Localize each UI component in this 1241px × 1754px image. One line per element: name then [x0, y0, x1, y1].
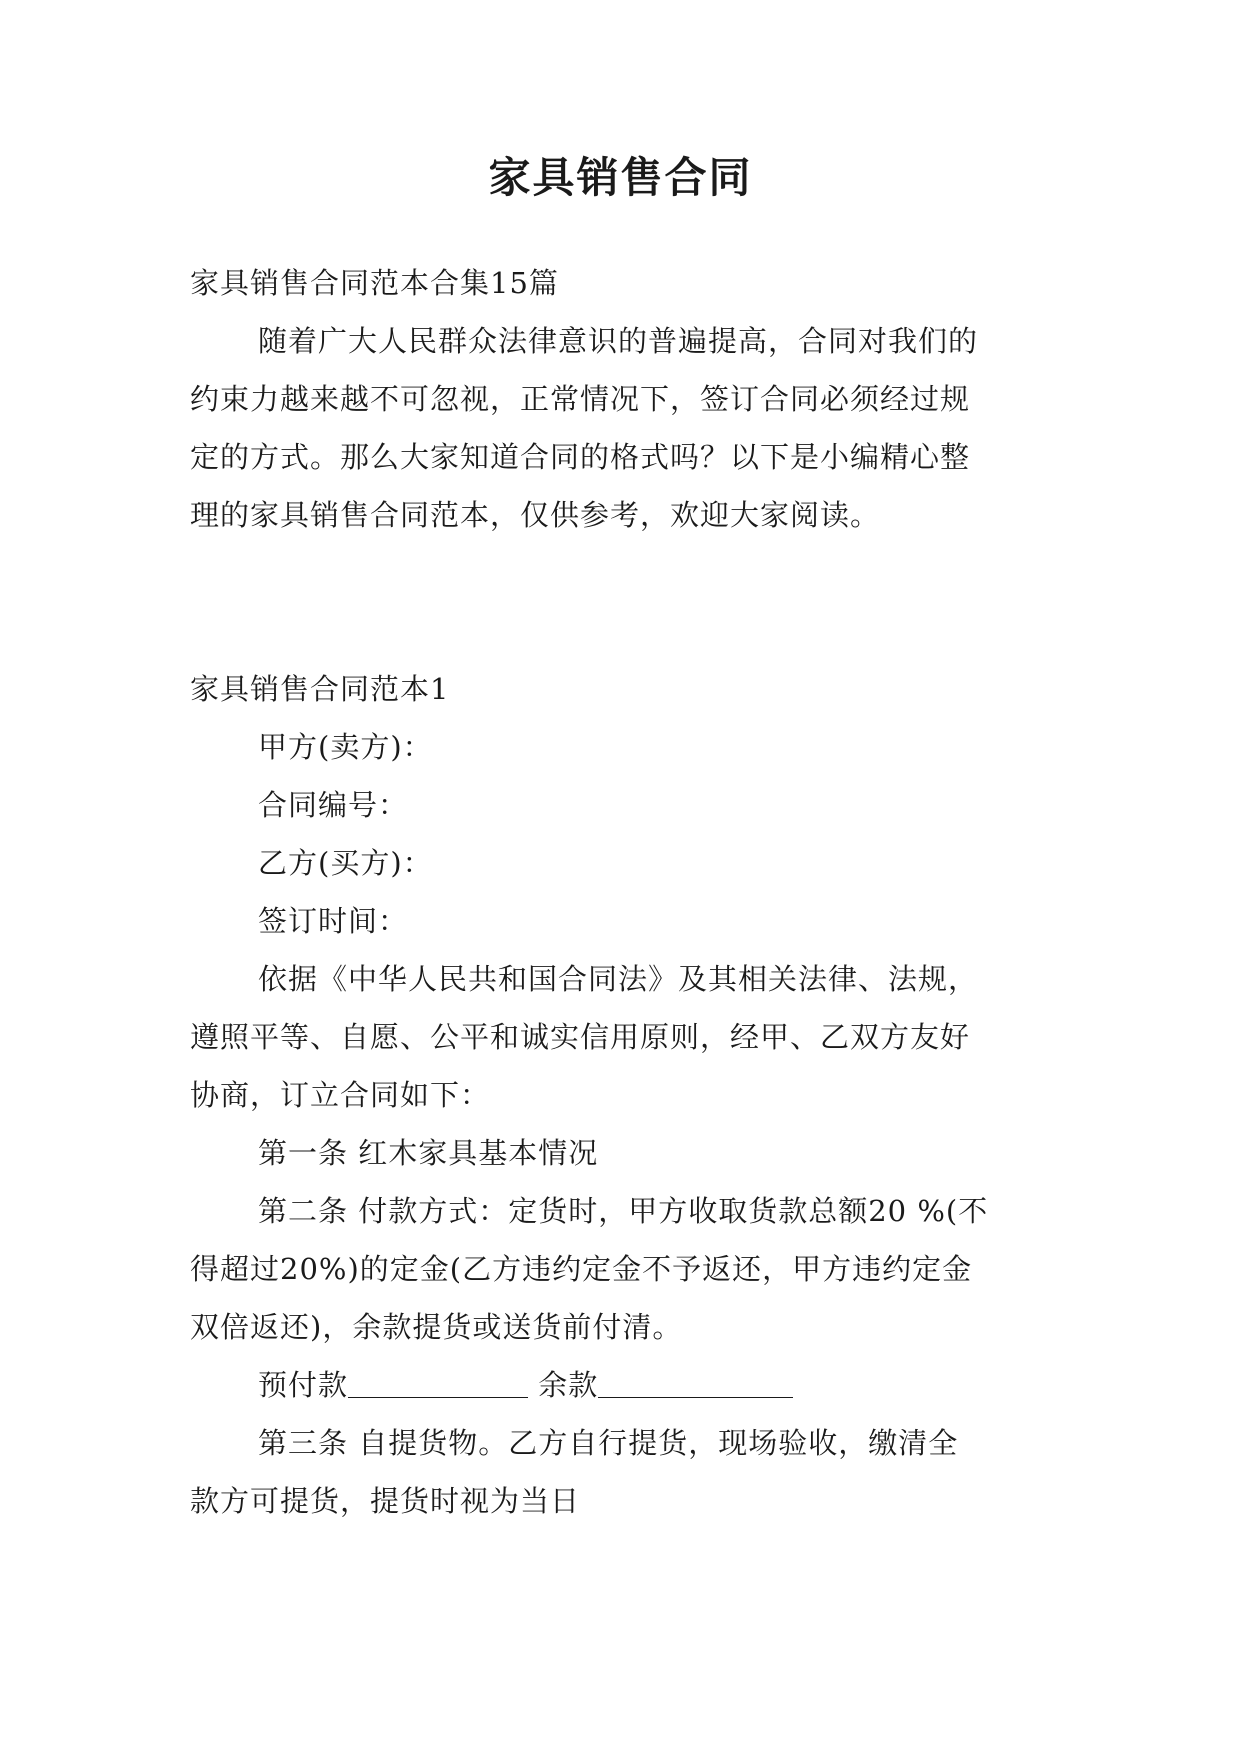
spacer	[190, 602, 1060, 660]
field-party-b: 乙方(买方)：	[258, 846, 433, 880]
article-1: 第一条 红木家具基本情况	[258, 1136, 599, 1170]
intro-line-1: 随着广大人民群众法律意识的普遍提高，合同对我们的	[258, 324, 979, 358]
payment-line	[190, 1356, 1060, 1414]
balance-label: 余款	[538, 1368, 599, 1402]
intro-line-3: 定的方式。那么大家知道合同的格式吗？以下是小编精心整	[190, 440, 971, 474]
intro-line-2: 约束力越来越不可忽视，正常情况下，签订合同必须经过规	[190, 382, 971, 416]
prepaid-label: 预付款	[258, 1368, 349, 1402]
field-contract-no: 合同编号：	[258, 788, 409, 822]
basis-line-3: 协商，订立合同如下：	[190, 1078, 491, 1112]
intro-line-4: 理的家具销售合同范本，仅供参考，欢迎大家阅读。	[190, 498, 881, 532]
article-2-line-1: 第二条 付款方式：定货时，甲方收取货款总额20 %(不	[258, 1194, 989, 1228]
basis-line-2: 遵照平等、自愿、公平和诚实信用原则，经甲、乙双方友好	[190, 1020, 971, 1054]
article-3-line-2: 款方可提货，提货时视为当日	[190, 1484, 581, 1518]
basis-line-1: 依据《中华人民共和国合同法》及其相关法律、法规，	[258, 962, 979, 996]
article-2-line-2: 得超过20%)的定金(乙方违约定金不予返还，甲方违约定金	[190, 1252, 973, 1286]
field-party-a: 甲方(卖方)：	[258, 730, 433, 764]
subtitle: 家具销售合同范本合集15篇	[190, 266, 559, 300]
field-sign-time: 签订时间：	[258, 904, 409, 938]
section-heading: 家具销售合同范本1	[190, 672, 450, 706]
article-2-line-3: 双倍返还)，余款提货或送货前付清。	[190, 1310, 683, 1344]
spacer	[190, 544, 1060, 602]
document-title: 家具销售合同	[488, 153, 753, 202]
prepaid-blank	[348, 1367, 528, 1398]
article-3-line-1: 第三条 自提货物。乙方自行提货，现场验收，缴清全	[258, 1426, 959, 1460]
balance-blank	[598, 1367, 793, 1398]
document-body	[190, 254, 1060, 1530]
